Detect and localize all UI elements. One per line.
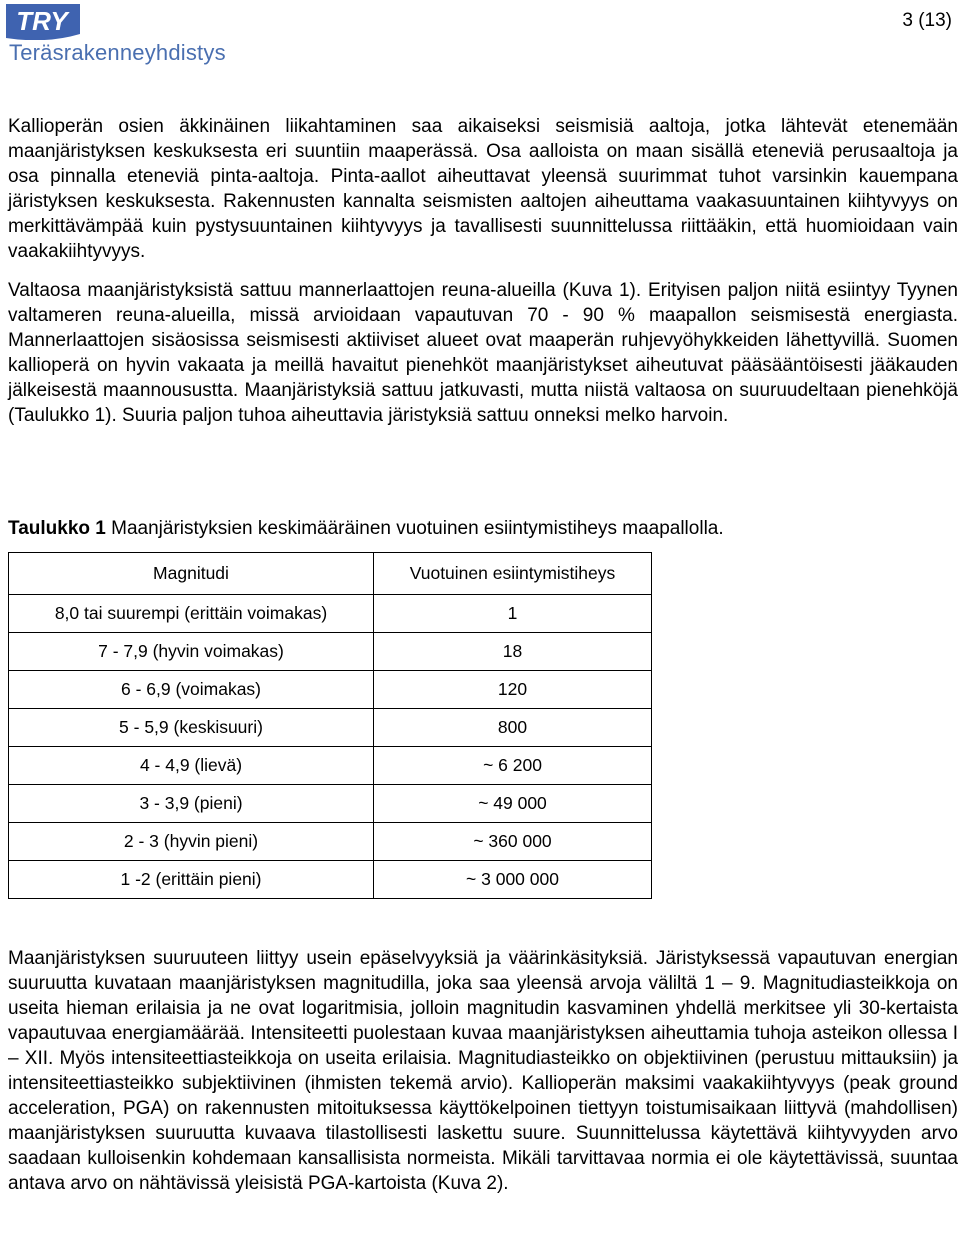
frequency-cell: 1 xyxy=(374,595,652,633)
logo-text: TRY xyxy=(16,6,68,36)
column-header-magnitude: Magnitudi xyxy=(9,553,374,595)
paragraph-magnitude-intensity: Maanjäristyksen suuruuteen liittyy usein epäselvyyksiä ja väärinkäsityksiä. Järistyksessä vapautuvan energian suuruutta kuvataan maanjäristyksen magnitudilla, joka saa yleensä arvoja väliltä 1 – 9. Magnitudiasteikkoja on useita hieman erilaisia ja ne ovat logaritmisia, jolloin magnitudin kasvaminen yhdellä merkitsee yli 30-kertaista vapautuvaa energiamäärää. Intensiteetti puolestaan kuvaa maanjäristyksen aiheuttamia tuhoja asteikon ollessa I – XII. Myös intensiteettiasteikkoja on useita erilaisia. Magnitudiasteikko on objektiivinen (perustuu mittauksiin) ja intensiteettiasteikko subjektiivinen (ihmisten tekemä arvio). Kallioperän maksimi vaakakiihtyvyys (peak ground acceleration, PGA) on rakennusten mitoituksessa käyttökelpoinen tiettyyn toistumisaikaan liittyvä (mahdollisen) maanjäristyksen suuruutta kuvaava tilastollisesti laskettu suure. Suunnittelussa käytettävä kiihtyvyyden arvo saadaan kulloisenkin kohdemaan kansallisista normeista. Mikäli tarvittavaa normia ei ole käytettävissä, suuntaa antava arvo on nähtävissä yleisistä PGA-kartoista (Kuva 2). xyxy=(8,948,958,1194)
frequency-cell: ~ 6 200 xyxy=(374,747,652,785)
table-row xyxy=(9,785,652,823)
table-row xyxy=(9,709,652,747)
frequency-cell: 800 xyxy=(374,709,652,747)
table-row xyxy=(9,595,652,633)
table-row xyxy=(9,671,652,709)
earthquake-frequency-table xyxy=(8,552,652,899)
column-header-frequency: Vuotuinen esiintymistiheys xyxy=(374,553,652,595)
magnitude-cell: 1 -2 (erittäin pieni) xyxy=(9,861,374,899)
frequency-cell: 18 xyxy=(374,633,652,671)
intro-section xyxy=(8,114,958,428)
table-row xyxy=(9,747,652,785)
frequency-cell: ~ 3 000 000 xyxy=(374,861,652,899)
magnitude-cell: 7 - 7,9 (hyvin voimakas) xyxy=(9,633,374,671)
table-row xyxy=(9,861,652,899)
magnitude-section xyxy=(8,946,958,1196)
frequency-cell: ~ 360 000 xyxy=(374,823,652,861)
table-caption-text: Maanjäristyksien keskimääräinen vuotuinen esiintymistiheys maapallolla. xyxy=(105,518,724,539)
frequency-cell: 120 xyxy=(374,671,652,709)
table-caption xyxy=(8,516,724,541)
table-row xyxy=(9,823,652,861)
paragraph-plate-boundaries: Valtaosa maanjäristyksistä sattuu mannerlaattojen reuna-alueilla (Kuva 1). Erityisen paljon niitä esiintyy Tyynen valtameren reuna-alueilla, missä arvioidaan vapautuvan 70 - 90 % maapallon seismisestä energiasta. Mannerlaattojen sisäosissa seismisesti aktiiviset alueet ovat maaperän ruhjevyöhykkeiden lähettyvillä. Suomen kallioperä on hyvin vakaata ja meillä havaitut pienehköt maanjäristykset aiheutuvat pääsääntöisesti jääkauden jälkeisestä maannousustta. Maanjäristyksiä sattuu jatkuvasti, mutta niistä valtaosa on suuruudeltaan pienehköjä (Taulukko 1). Suuria paljon tuhoa aiheuttavia järistyksiä sattuu onneksi melko harvoin. xyxy=(8,280,958,426)
magnitude-cell: 8,0 tai suurempi (erittäin voimakas) xyxy=(9,595,374,633)
organization-logo xyxy=(6,4,226,66)
frequency-cell: ~ 49 000 xyxy=(374,785,652,823)
page-number: 3 (13) xyxy=(902,10,952,31)
magnitude-cell: 2 - 3 (hyvin pieni) xyxy=(9,823,374,861)
magnitude-cell: 6 - 6,9 (voimakas) xyxy=(9,671,374,709)
magnitude-cell: 4 - 4,9 (lievä) xyxy=(9,747,374,785)
organization-name: Teräsrakenneyhdistys xyxy=(9,40,226,65)
magnitude-cell: 3 - 3,9 (pieni) xyxy=(9,785,374,823)
table-row xyxy=(9,633,652,671)
table-header-row xyxy=(9,553,652,595)
try-logo-mark xyxy=(6,4,80,40)
table-caption-label: Taulukko 1 xyxy=(8,518,106,539)
magnitude-cell: 5 - 5,9 (keskisuuri) xyxy=(9,709,374,747)
paragraph-seismic-waves: Kallioperän osien äkkinäinen liikahtaminen saa aikaiseksi seismisiä aaltoja, jotka lähtevät etenemään maanjäristyksen keskuksesta eri suuntiin maaperässä. Osa aalloista on maan sisällä eteneviä perusaaltoja ja osa pinnalla eteneviä pinta-aaltoja. Pinta-aallot aiheuttavat yleensä suurimmat tuhot varsinkin kauempana järistyksen keskuksesta. Rakennusten kannalta seismisten aaltojen aiheuttama vaakasuuntainen kiihtyvyys on merkittävämpää kuin pystysuuntainen kiihtyvyys ja tavallisesti suunnittelussa riittääkin, että huomioidaan vain vaakakiihtyvyys. xyxy=(8,116,958,262)
